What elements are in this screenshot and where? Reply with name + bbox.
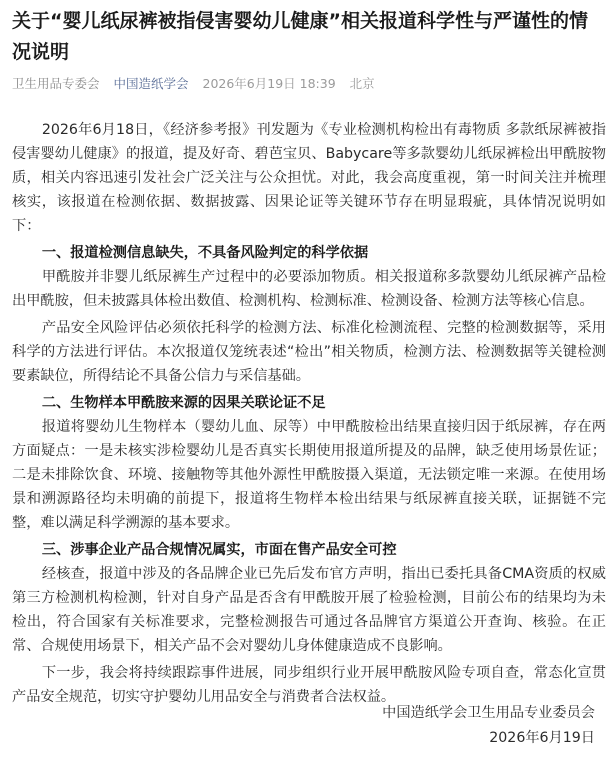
signature-date: 2026年6月19日 (489, 730, 595, 746)
paragraph-closing: 下一步，我会将持续跟踪事件进展，同步组织行业开展甲酰胺风险专项自查，常态化宣贯产品安全规范，切实守护婴幼儿用品安全与消费者合法权益。 (12, 665, 606, 705)
account-link[interactable]: 中国造纸学会 (113, 76, 189, 91)
section-heading-3: 三、涉事企业产品合规情况属实，市面在售产品安全可控 (41, 542, 397, 558)
article-meta (12, 74, 385, 94)
paragraph: 经核查，报道中涉及的各品牌企业已先后发布官方声明，指出已委托具备CMA资质的权威第三方检测机构检测，针对自身产品是否含有甲酰胺开展了检验检测，目前公布的结果均为未检出，符合国家有关标准要求，完整检测报告可通过各品牌官方渠道公开查询、核验。在正常、合规使用场景下，相关产品不会对婴幼儿身体健康造成不良影响。 (12, 566, 606, 654)
section-heading-2: 二、生物样本甲酰胺来源的因果关联论证不足 (41, 395, 326, 411)
signature-org: 中国造纸学会卫生用品专业委员会 (382, 705, 595, 721)
signature-block (382, 702, 595, 752)
publish-location: 北京 (349, 76, 375, 91)
section-heading-1: 一、报道检测信息缺失，不具备风险判定的科学依据 (41, 245, 369, 261)
publish-datetime: 2026年6月19日 18:39 (202, 76, 336, 91)
author-name: 卫生用品专委会 (12, 76, 100, 91)
paragraph: 报道将婴幼儿生物样本（婴幼儿血、尿等）中甲酰胺检出结果直接归因于纸尿裤，存在两方面疑点：一是未核实涉检婴幼儿是否真实长期使用报道所提及的品牌，缺乏使用场景佐证；二是未排除饮食、环境、接触物等其他外源性甲酰胺摄入渠道，无法锁定唯一来源。在使用场景和溯源路径均未明确的前提下，报道将生物样本检出结果与纸尿裤直接关联，证据链不完整，难以满足科学溯源的基本要求。 (12, 419, 606, 531)
paragraph-intro: 2026年6月18日，《经济参考报》刊发题为《专业检测机构检出有毒物质 多款纸尿裤被指侵害婴幼儿健康》的报道，提及好奇、碧芭宝贝、Babycare等多款婴幼儿纸尿裤检出甲酰胺物质，相关内容迅速引发社会广泛关注与公众担忧。对此，我会高度重视，第一时间关注并梳理核实，该报道在检测依据、数据披露、因果论证等关键环节存在明显瑕疵，具体情况说明如下： (12, 122, 606, 234)
paragraph: 甲酰胺并非婴儿纸尿裤生产过程中的必要添加物质。相关报道称多款婴幼儿纸尿裤产品检出甲酰胺，但未披露具体检出数值、检测机构、检测标准、检测设备、检测方法等核心信息。 (12, 269, 606, 309)
article-title: 关于“婴儿纸尿裤被指侵害婴幼儿健康”相关报道科学性与严谨性的情况说明 (12, 10, 588, 63)
paragraph: 产品安全风险评估必须依托科学的检测方法、标准化检测流程、完整的检测数据等，采用科学的方法进行评估。本次报道仅笼统表述“检出”相关物质，检测方法、检测数据等关键检测要素缺位，所得结论不具备公信力与采信基础。 (12, 320, 606, 384)
article-body (12, 118, 606, 712)
